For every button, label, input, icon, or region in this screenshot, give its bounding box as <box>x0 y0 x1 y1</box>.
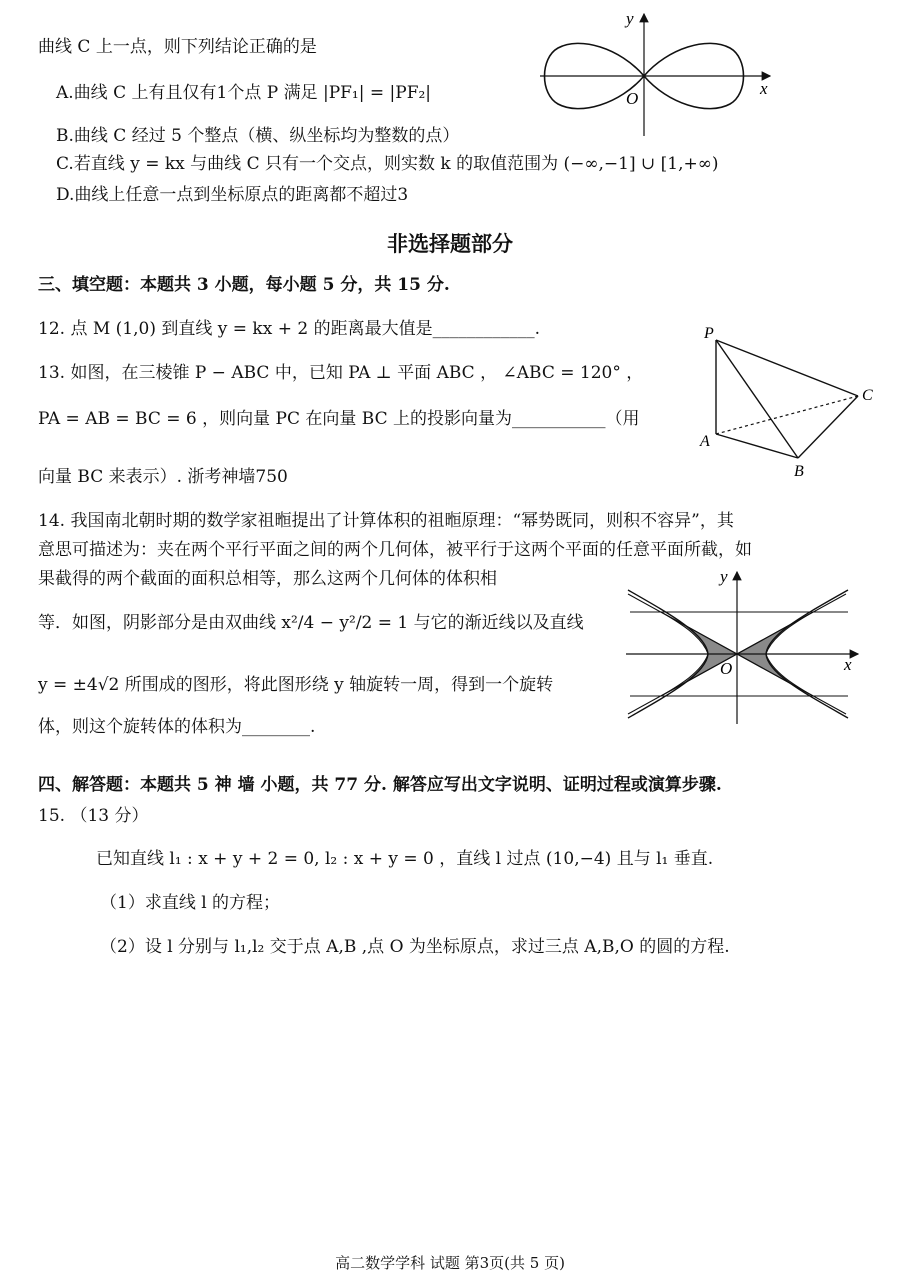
origin-label: O <box>626 89 639 108</box>
y-axis-label: y <box>720 567 728 586</box>
edge-ab <box>716 434 798 458</box>
q11-option-d <box>56 184 408 206</box>
vertex-c-label: C <box>862 387 873 404</box>
q11-option-b <box>56 125 459 147</box>
q13-line2: PA = AB = BC = 6 ，则向量 PC 在向量 BC 上的投影向量为___________（用 <box>38 409 640 429</box>
q11-intro: 曲线 C 上一点，则下列结论正确的是 <box>38 37 317 57</box>
vertex-a-label: A <box>700 433 710 450</box>
q11-option-a <box>56 82 431 104</box>
lemniscate-figure <box>538 8 778 138</box>
part3-heading: 三、填空题：本题共 3 小题，每小题 5 分，共 15 分. <box>38 275 450 295</box>
page-footer: 高二数学学科 试题 第3页(共 5 页) <box>335 1254 565 1272</box>
q14-line3: 果截得的两个截面的面积总相等，那么这两个几何体的体积相 <box>38 569 497 589</box>
edge-bc <box>798 396 858 458</box>
x-axis-label: x <box>844 655 852 674</box>
edge-pc <box>716 340 858 396</box>
q14-line5: y = ±4√2 所围成的图形，将此图形绕 y 轴旋转一周，得到一个旋转 <box>38 675 554 695</box>
section-title: 非选择题部分 <box>387 232 513 256</box>
q12-text: 12. 点 M (1,0) 到直线 y = kx + 2 的距离最大值是____________. <box>38 319 540 339</box>
option-text: 曲线 C 经过 5 个整点（横、纵坐标均为整数的点） <box>73 126 460 146</box>
edge-pb <box>716 340 798 458</box>
part4-heading: 四、解答题：本题共 5 神 墙 小题，共 77 分. 解答应写出文字说明、证明过程或演算步骤. <box>38 775 722 795</box>
x-axis-label: x <box>760 79 768 98</box>
option-label: B. <box>56 126 74 146</box>
option-text: 曲线上任意一点到坐标原点的距离都不超过3 <box>74 185 409 205</box>
edge-ac <box>716 396 858 434</box>
q15-title: 15. （13 分） <box>38 806 149 826</box>
q14-line2: 意思可描述为：夹在两个平行平面之间的两个几何体，被平行于这两个平面的任意平面所截，如 <box>38 540 752 560</box>
q15-sub1: （1）求直线 l 的方程； <box>100 893 281 913</box>
q14-line1: 14. 我国南北朝时期的数学家祖暅提出了计算体积的祖暅原理：“幂势既同，则积不容异”，其 <box>38 511 734 531</box>
q13-line3: 向量 BC 来表示）. 浙考神墙750 <box>38 467 288 487</box>
q14-line4: 等．如图，阴影部分是由双曲线 x²/4 − y²/2 = 1 与它的渐近线以及直线 <box>38 613 584 633</box>
option-text: 若直线 y = kx 与曲线 C 只有一个交点，则实数 k 的取值范围为 (−∞,−1] ∪ [1,+∞) <box>73 154 719 174</box>
vertex-b-label: B <box>794 463 804 480</box>
q13-line1: 13. 如图，在三棱锥 P − ABC 中，已知 PA ⊥ 平面 ABC ， ∠ABC = 120° ， <box>38 363 644 383</box>
vertex-p-label: P <box>704 325 714 342</box>
option-label: D. <box>56 185 75 205</box>
tetrahedron-figure <box>692 324 882 479</box>
q14-line6: 体，则这个旋转体的体积为________. <box>38 717 316 737</box>
q15-stem: 已知直线 l₁ : x + y + 2 = 0, l₂ : x + y = 0 ，直线 l 过点 (10,−4) 且与 l₁ 垂直. <box>96 849 714 869</box>
q15-sub2: （2）设 l 分别与 l₁,l₂ 交于点 A,B ,点 O 为坐标原点，求过三点 A,B,O 的圆的方程. <box>100 937 730 957</box>
origin-label: O <box>720 659 733 678</box>
option-label: A. <box>56 83 74 103</box>
option-label: C. <box>56 154 74 174</box>
option-text: 曲线 C 上有且仅有1个点 P 满足 |PF₁| = |PF₂| <box>73 83 432 103</box>
q11-option-c <box>56 153 719 175</box>
y-axis-label: y <box>626 9 634 28</box>
hyperbola-figure <box>626 564 866 730</box>
